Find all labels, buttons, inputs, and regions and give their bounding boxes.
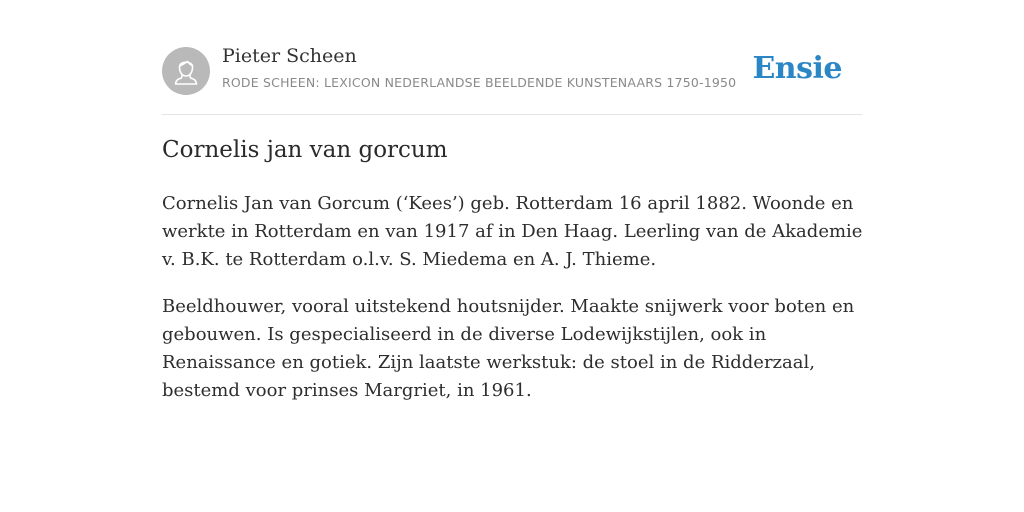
article-paragraph-1: Cornelis Jan van Gorcum (‘Kees’) geb. Rotterdam 16 april 1882. Woonde en werkte in Rotterdam en van 1917 af in Den Haag. Leerling van de Akademie v. B.K. te Rotterdam o.l.v. S. Miedema en A. J. Thieme. <box>162 193 863 270</box>
article-paragraph-2: Beeldhouwer, vooral uitstekend houtsnijder. Maakte snijwerk voor boten en gebouwen. Is gespecialiseerd in de diverse Lodewijkstijlen, ook in Renaissance en gotiek. Zijn laatste werkstuk: de stoel in de Ridderzaal, bestemd voor prinses Margriet, in 1961. <box>162 296 855 401</box>
source-title[interactable]: RODE SCHEEN: LEXICON NEDERLANDSE BEELDENDE KUNSTENAARS 1750-1950 <box>222 75 737 90</box>
author-avatar[interactable] <box>162 47 210 95</box>
ensie-logo[interactable]: Ensie <box>752 51 842 86</box>
user-silhouette-icon <box>162 47 210 95</box>
page-title: Cornelis jan van gorcum <box>162 137 448 163</box>
article-header <box>162 0 862 115</box>
article-card <box>162 0 863 401</box>
author-name[interactable]: Pieter Scheen <box>222 45 357 67</box>
